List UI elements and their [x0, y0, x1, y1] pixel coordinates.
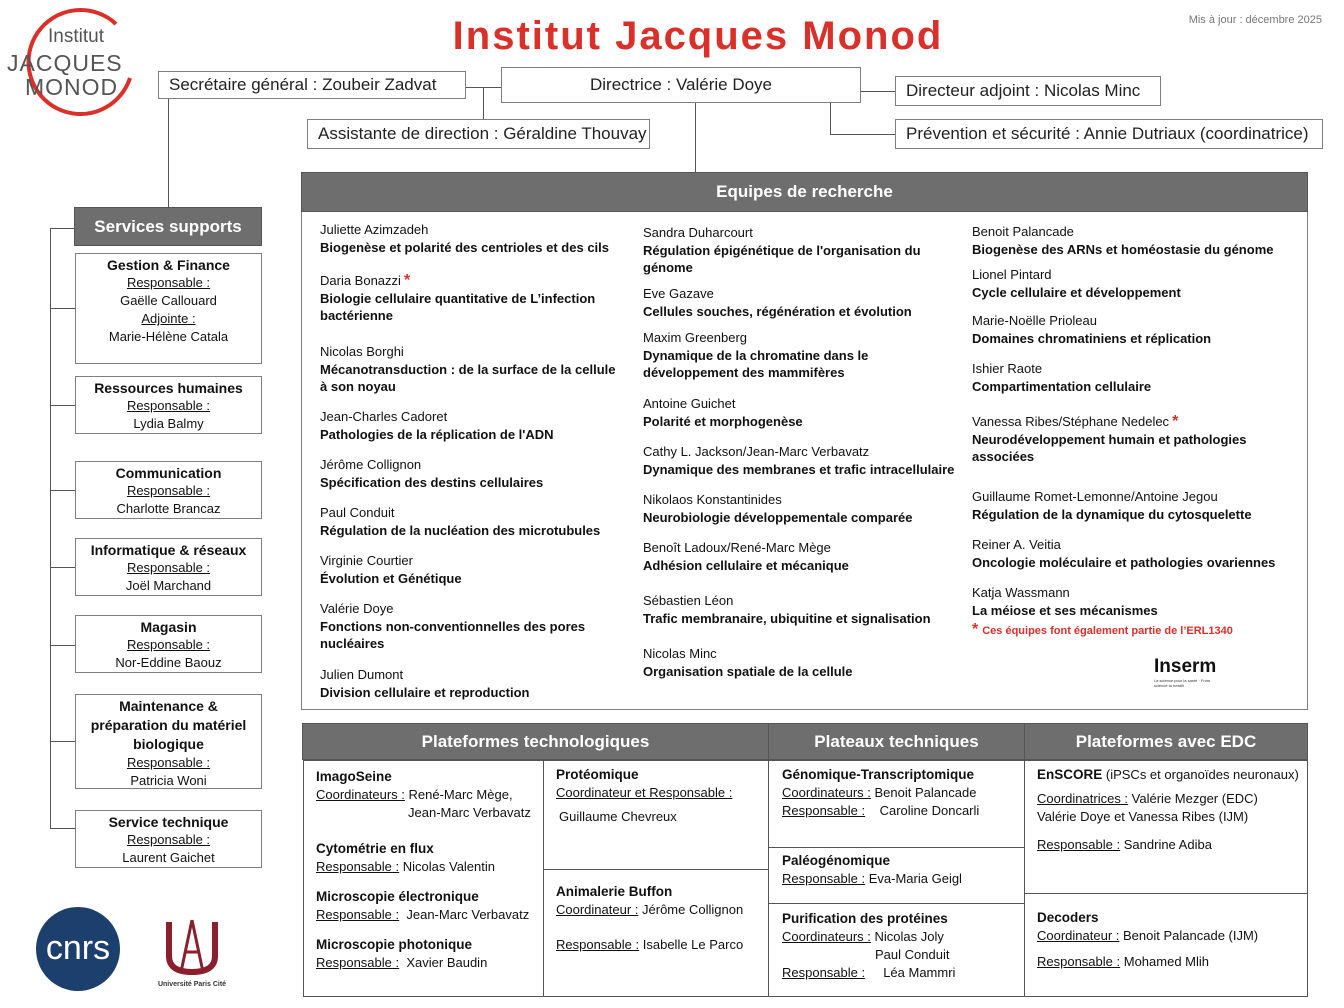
team-topic: Cellules souches, régénération et évolution — [643, 303, 912, 319]
team-topic: Biogenèse des ARNs et homéostasie du génome — [972, 241, 1274, 257]
team-entry — [643, 443, 963, 478]
connector — [830, 134, 895, 135]
connector — [483, 87, 484, 119]
director-box: Directrice : Valérie Doye — [501, 67, 861, 103]
connector — [50, 405, 75, 406]
team-topic: Évolution et Génétique — [320, 570, 462, 586]
service-person: Gaëlle Callouard — [120, 293, 217, 308]
team-entry — [320, 221, 640, 256]
plateau-role: Responsable : — [782, 803, 866, 818]
connector — [50, 828, 75, 829]
secretary-box: Secrétaire général : Zoubeir Zadvat — [158, 71, 466, 99]
team-leader: Nikolaos Konstantinides — [643, 492, 782, 507]
team-leader: Julien Dumont — [320, 667, 404, 682]
platform-role: Coordinateurs : — [316, 787, 405, 802]
service-role: Responsable : — [126, 275, 211, 290]
team-entry — [643, 285, 963, 320]
plateau-role: Responsable : — [782, 965, 866, 980]
logo-line2: JACQUES — [7, 50, 123, 76]
team-entry — [972, 312, 1292, 347]
upc-logo — [150, 916, 234, 996]
team-topic: Dynamique des membranes et trafic intracellulaire — [643, 461, 955, 477]
service-role: Responsable : — [126, 637, 211, 652]
platform-person: Guillaume Chevreux — [559, 809, 677, 824]
platform-role: Responsable : — [316, 955, 400, 970]
logo-line1: Institut — [48, 26, 104, 47]
safety-box: Prévention et sécurité : Annie Dutriaux (coordinatrice) — [895, 119, 1323, 149]
platform-person: René-Marc Mège, — [408, 787, 513, 802]
edc-decoders — [1037, 909, 1258, 971]
team-topic: Neurodéveloppement humain et pathologies associées — [972, 431, 1247, 464]
team-leader: Cathy L. Jackson/Jean-Marc Verbavatz — [643, 444, 870, 459]
platform-name: Animalerie Buffon — [556, 884, 673, 899]
platform-person: Isabelle Le Parco — [642, 937, 744, 952]
service-role: Adjointe : — [141, 311, 196, 326]
service-name: Service technique — [108, 814, 229, 830]
team-entry — [320, 552, 640, 587]
team-entry — [643, 395, 963, 430]
team-leader: Daria Bonazzi — [320, 273, 401, 288]
platform-person: Jean-Marc Verbavatz — [408, 805, 531, 820]
connector — [50, 228, 75, 229]
platform-cyto — [316, 840, 495, 876]
plateau-genomique — [782, 766, 979, 820]
platform-person: Nicolas Valentin — [402, 859, 496, 874]
edc-role: Coordinateur : — [1037, 928, 1120, 943]
team-topic: La méiose et ses mécanismes — [972, 602, 1158, 618]
team-topic: Domaines chromatiniens et réplication — [972, 330, 1212, 346]
service-person: Nor-Eddine Baouz — [115, 655, 222, 670]
team-topic: Dynamique de la chromatine dans le développement des mammifères — [643, 347, 869, 380]
platform-person: Jean-Marc Verbavatz — [406, 907, 530, 922]
service-role: Responsable : — [126, 398, 211, 413]
team-entry — [643, 224, 943, 277]
page-title: Institut Jacques Monod — [452, 14, 944, 58]
team-topic: Biogenèse et polarité des centrioles et des cils — [320, 239, 609, 255]
cnrs-wordmark: cnrs — [45, 929, 111, 967]
team-entry — [643, 645, 963, 680]
inserm-logo — [1154, 656, 1224, 688]
platform-proteo — [556, 766, 732, 826]
platform-animal — [556, 883, 743, 954]
service-technique — [75, 810, 262, 868]
connector — [50, 567, 75, 568]
team-entry — [320, 343, 620, 396]
team-leader: Paul Conduit — [320, 505, 395, 520]
service-maintenance — [75, 694, 262, 789]
team-topic: Pathologies de la réplication de l'ADN — [320, 426, 554, 442]
team-topic: Organisation spatiale de la cellule — [643, 663, 853, 679]
team-topic: Régulation épigénétique de l'organisation du génome — [643, 242, 921, 275]
plateau-person: Nicolas Joly — [874, 929, 944, 944]
service-role: Responsable : — [126, 560, 211, 575]
platform-role: Responsable : — [556, 937, 640, 952]
plateau-person: Benoit Palancade — [874, 785, 977, 800]
plateau-person: Caroline Doncarli — [879, 803, 980, 818]
team-entry — [972, 360, 1292, 395]
service-person: Marie-Hélène Catala — [108, 329, 229, 344]
plateau-paleo — [782, 852, 962, 888]
service-person: Joël Marchand — [125, 578, 212, 593]
plateaux-header: Plateaux techniques — [768, 723, 1025, 760]
team-topic: Spécification des destins cellulaires — [320, 474, 544, 490]
assistant-box: Assistante de direction : Géraldine Thouvay — [307, 119, 650, 149]
service-role: Responsable : — [126, 483, 211, 498]
upc-wordmark: Université Paris Cité — [157, 981, 227, 988]
platform-micro-p — [316, 936, 487, 972]
inserm-wordmark: Inserm — [1154, 656, 1217, 677]
erl-star: * — [1172, 413, 1179, 430]
platform-name: Microscopie électronique — [316, 889, 479, 904]
team-leader: Marie-Noëlle Prioleau — [972, 313, 1097, 328]
team-entry — [643, 592, 963, 627]
edc-header: Plateformes avec EDC — [1024, 723, 1308, 760]
team-topic: Fonctions non-conventionnelles des pores nucléaires — [320, 618, 586, 651]
team-entry — [643, 329, 903, 382]
service-name: Ressources humaines — [94, 380, 243, 396]
platform-person: Xavier Baudin — [406, 955, 488, 970]
research-header: Equipes de recherche — [301, 172, 1308, 212]
team-entry — [320, 600, 610, 653]
edc-person: Valérie Doye et Vanessa Ribes (IJM) — [1037, 809, 1249, 824]
team-topic: Adhésion cellulaire et mécanique — [643, 557, 849, 573]
plateau-role: Coordinateurs : — [782, 785, 871, 800]
edc-person: Sandrine Adiba — [1123, 837, 1212, 852]
team-leader: Sandra Duharcourt — [643, 225, 753, 240]
connector — [830, 103, 831, 134]
edc-person: Benoit Palancade (IJM) — [1123, 928, 1259, 943]
team-topic: Division cellulaire et reproduction — [320, 684, 530, 700]
team-leader: Nicolas Minc — [643, 646, 717, 661]
connector — [168, 99, 169, 207]
update-date: Mis à jour : décembre 2025 — [1188, 14, 1322, 26]
service-person: Patricia Woni — [130, 773, 207, 788]
service-person: Laurent Gaichet — [122, 850, 215, 865]
edc-role: Responsable : — [1037, 837, 1121, 852]
service-name: Magasin — [140, 619, 197, 635]
plateau-person: Paul Conduit — [875, 947, 950, 962]
team-entry — [643, 491, 963, 526]
team-leader: Antoine Guichet — [643, 396, 736, 411]
platform-micro-e — [316, 888, 529, 924]
team-leader: Benoît Ladoux/René-Marc Mège — [643, 540, 831, 555]
team-entry — [972, 223, 1292, 258]
plateau-person: Léa Mammri — [883, 965, 956, 980]
connector — [695, 103, 696, 172]
edc-role: Coordinatrices : — [1037, 791, 1129, 806]
service-magasin — [75, 615, 262, 673]
team-entry — [972, 413, 1272, 466]
connector — [50, 490, 75, 491]
platform-name: Protéomique — [556, 767, 639, 782]
edc-person: Mohamed Mlih — [1123, 954, 1210, 969]
team-leader: Guillaume Romet-Lemonne/Antoine Jegou — [972, 489, 1218, 504]
team-topic: Régulation de la nucléation des microtubules — [320, 522, 601, 538]
service-role: Responsable : — [126, 755, 211, 770]
service-role: Responsable : — [126, 832, 211, 847]
team-leader: Valérie Doye — [320, 601, 394, 616]
plateau-role: Responsable : — [782, 871, 866, 886]
team-topic: Neurobiologie développementale comparée — [643, 509, 913, 525]
upc-emblem-icon — [157, 916, 227, 980]
team-topic: Polarité et morphogenèse — [643, 413, 803, 429]
team-leader: Benoit Palancade — [972, 224, 1074, 239]
platform-role: Responsable : — [316, 859, 400, 874]
service-name: Gestion & Finance — [107, 257, 230, 273]
plateau-name: Génomique-Transcriptomique — [782, 767, 975, 782]
team-entry — [972, 536, 1292, 571]
team-topic: Cycle cellulaire et développement — [972, 284, 1181, 300]
team-entry — [972, 266, 1292, 301]
edc-role: Responsable : — [1037, 954, 1121, 969]
plateau-name: Purification des protéines — [782, 911, 948, 926]
team-leader: Jean-Charles Cadoret — [320, 409, 448, 424]
team-leader: Lionel Pintard — [972, 267, 1052, 282]
plateau-name: Paléogénomique — [782, 853, 891, 868]
team-leader: Reiner A. Veitia — [972, 537, 1061, 552]
platform-role: Coordinateur : — [556, 902, 639, 917]
platform-role: Responsable : — [316, 907, 400, 922]
service-informatique — [75, 538, 262, 596]
team-entry — [320, 408, 640, 443]
platform-role: Coordinateur et Responsable : — [556, 785, 733, 800]
service-rh — [75, 376, 262, 434]
edc-enscore — [1037, 766, 1299, 854]
team-leader: Ishier Raote — [972, 361, 1043, 376]
service-person: Lydia Balmy — [133, 416, 204, 431]
connector — [50, 741, 75, 742]
team-topic: Biologie cellulaire quantitative de L’infection bactérienne — [320, 290, 596, 323]
team-leader: Juliette Azimzadeh — [320, 222, 429, 237]
plateau-role: Coordinateurs : — [782, 929, 871, 944]
deputy-box: Directeur adjoint : Nicolas Minc — [895, 76, 1161, 106]
team-entry — [972, 488, 1292, 523]
edc-name: Decoders — [1037, 910, 1099, 925]
connector — [50, 308, 75, 309]
erl-note — [972, 621, 1233, 639]
service-name: Maintenance & préparation du matériel biologique — [90, 698, 247, 752]
plateau-person: Eva-Maria Geigl — [868, 871, 962, 886]
platform-person: Jérôme Collignon — [642, 902, 744, 917]
connector — [50, 228, 51, 828]
team-entry — [643, 539, 963, 574]
platform-name: Cytométrie en flux — [316, 841, 434, 856]
service-name: Communication — [115, 465, 222, 481]
erl-star: * — [403, 272, 411, 289]
team-leader: Virginie Courtier — [320, 553, 413, 568]
team-leader: Jérôme Collignon — [320, 457, 422, 472]
edc-name: EnSCORE — [1037, 767, 1103, 782]
platform-name: ImagoSeine — [316, 769, 392, 784]
cnrs-logo — [36, 907, 120, 991]
team-leader: Nicolas Borghi — [320, 344, 404, 359]
team-leader: Eve Gazave — [643, 286, 714, 301]
service-person: Charlotte Brancaz — [116, 501, 221, 516]
team-topic: Oncologie moléculaire et pathologies ovariennes — [972, 554, 1276, 570]
platforms-header: Plateformes technologiques — [302, 723, 769, 760]
team-leader: Vanessa Ribes/Stéphane Nedelec — [972, 414, 1170, 429]
erl-note-text: Ces équipes font également partie de l’ERL1340 — [982, 625, 1233, 637]
team-entry — [320, 666, 640, 701]
plateau-purif — [782, 910, 955, 982]
team-entry — [320, 272, 620, 325]
team-topic: Compartimentation cellulaire — [972, 378, 1152, 394]
team-topic: Trafic membranaire, ubiquitine et signalisation — [643, 610, 931, 626]
team-topic: Régulation de la dynamique du cytosquelette — [972, 506, 1252, 522]
erl-note-star: * — [972, 621, 979, 638]
services-header: Services supports — [74, 207, 262, 246]
edc-person: Valérie Mezger (EDC) — [1131, 791, 1258, 806]
logo-line3: MONOD — [25, 74, 119, 100]
platform-name: Microscopie photonique — [316, 937, 473, 952]
connector — [861, 91, 895, 92]
service-communication — [75, 461, 262, 519]
team-entry — [320, 456, 640, 491]
service-name: Informatique & réseaux — [90, 542, 247, 558]
team-entry — [972, 584, 1292, 619]
team-leader: Sébastien Léon — [643, 593, 734, 608]
platform-imago — [316, 768, 531, 822]
team-entry — [320, 504, 640, 539]
edc-subtitle: (iPSCs et organoïdes neuronaux) — [1102, 767, 1299, 782]
team-leader: Maxim Greenberg — [643, 330, 748, 345]
team-leader: Katja Wassmann — [972, 585, 1070, 600]
service-gestion — [75, 253, 262, 364]
inserm-tagline: La science pour la santé · From science to health — [1154, 678, 1211, 688]
connector — [50, 645, 75, 646]
team-topic: Mécanotransduction : de la surface de la cellule à son noyau — [320, 361, 616, 394]
